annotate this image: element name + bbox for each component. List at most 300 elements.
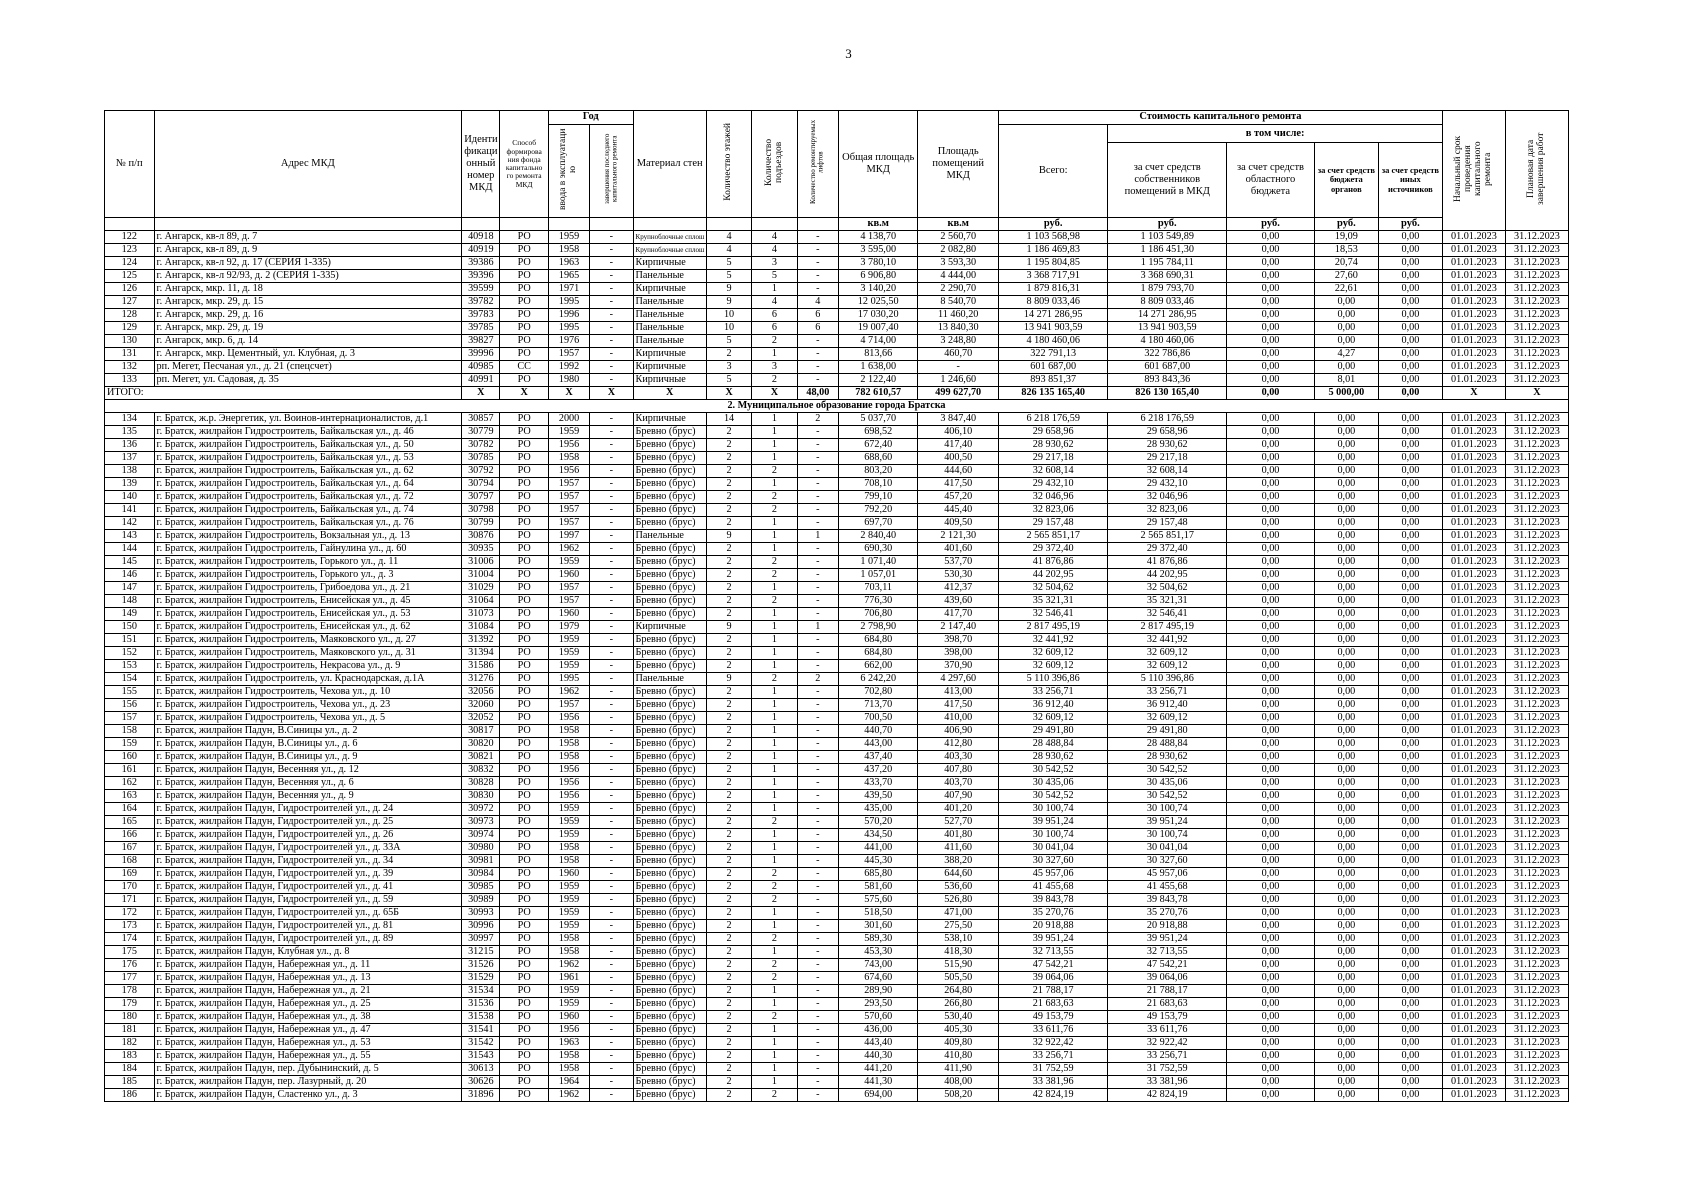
- cell-total-area: 441,30: [838, 1076, 917, 1089]
- cell-address: г. Братск, жилрайон Гидростроитель, Байкальская ул., д. 50: [154, 439, 462, 452]
- cell-cost-other: 0,00: [1378, 1089, 1442, 1102]
- cell-floors: 2: [706, 1050, 751, 1063]
- cell-cost-local: 0,00: [1314, 322, 1378, 335]
- table-row: [105, 738, 1569, 751]
- cell-year-commission: 1959: [548, 426, 589, 439]
- cell-ident: 30984: [462, 868, 500, 881]
- cell-floors: 2: [706, 699, 751, 712]
- cell-cost-total: 32 713,55: [998, 946, 1107, 959]
- cell-year-commission: 1959: [548, 998, 589, 1011]
- cell-year-last-repair: -: [590, 803, 633, 816]
- total-x-material: X: [633, 387, 706, 400]
- cell-total-area: 674,60: [838, 972, 917, 985]
- cell-cost-total: 29 658,96: [998, 426, 1107, 439]
- cell-method: РО: [500, 985, 549, 998]
- cell-year-commission: 1957: [548, 582, 589, 595]
- cell-cost-regional: 0,00: [1227, 270, 1315, 283]
- cell-method: РО: [500, 530, 549, 543]
- cell-cost-total: 28 930,62: [998, 439, 1107, 452]
- cell-cost-local: 0,00: [1314, 855, 1378, 868]
- section-title-row: [105, 400, 1569, 413]
- cell-lifts: 2: [797, 673, 838, 686]
- cell-material: Панельные: [633, 270, 706, 283]
- cell-cost-local: 0,00: [1314, 647, 1378, 660]
- cell-end-date: 31.12.2023: [1505, 855, 1568, 868]
- cell-cost-other: 0,00: [1378, 647, 1442, 660]
- cell-end-date: 31.12.2023: [1505, 491, 1568, 504]
- cell-total-area: 700,50: [838, 712, 917, 725]
- cell-entrances: 2: [752, 595, 797, 608]
- cell-address: г. Ангарск, кв-л 92/93, д. 2 (СЕРИЯ 1-335): [154, 270, 462, 283]
- cell-premises-area: 2 560,70: [918, 231, 999, 244]
- cell-ident: 30857: [462, 413, 500, 426]
- cell-entrances: 2: [752, 504, 797, 517]
- cell-cost-local: 0,00: [1314, 1063, 1378, 1076]
- cell-year-commission: 1957: [548, 504, 589, 517]
- cell-cost-local: 0,00: [1314, 309, 1378, 322]
- cell-year-commission: 1959: [548, 803, 589, 816]
- cell-cost-other: 0,00: [1378, 530, 1442, 543]
- cell-material: Бревно (брус): [633, 491, 706, 504]
- cell-ident: 39782: [462, 296, 500, 309]
- cell-end-date: 31.12.2023: [1505, 1037, 1568, 1050]
- cell-end-date: 31.12.2023: [1505, 426, 1568, 439]
- cell-premises-area: 410,80: [918, 1050, 999, 1063]
- cell-floors: 2: [706, 894, 751, 907]
- cell-cost-owners: 41 455,68: [1108, 881, 1227, 894]
- cell-year-last-repair: -: [590, 1011, 633, 1024]
- cell-floors: 2: [706, 595, 751, 608]
- cell-cost-local: 0,00: [1314, 296, 1378, 309]
- cell-method: РО: [500, 608, 549, 621]
- cell-total-area: 662,00: [838, 660, 917, 673]
- cell-end-date: 31.12.2023: [1505, 543, 1568, 556]
- cell-method: РО: [500, 855, 549, 868]
- cell-cost-local: 19,09: [1314, 231, 1378, 244]
- cell-cost-local: 0,00: [1314, 842, 1378, 855]
- col-regional-header: за счет средств областного бюджета: [1227, 143, 1315, 218]
- cell-method: РО: [500, 842, 549, 855]
- cell-premises-area: 388,20: [918, 855, 999, 868]
- cell-cost-total: 8 809 033,46: [998, 296, 1107, 309]
- cell-ident: 31586: [462, 660, 500, 673]
- cell-year-last-repair: -: [590, 712, 633, 725]
- table-row: [105, 361, 1569, 374]
- cell-method: РО: [500, 959, 549, 972]
- cell-floors: 2: [706, 543, 751, 556]
- cell-num: 161: [105, 764, 155, 777]
- cell-address: г. Братск, жилрайон Падун, Набережная ул., д. 13: [154, 972, 462, 985]
- cell-year-last-repair: -: [590, 413, 633, 426]
- cell-floors: 2: [706, 790, 751, 803]
- cell-start-date: 01.01.2023: [1442, 582, 1505, 595]
- cell-total-area: 3 780,10: [838, 257, 917, 270]
- cell-num: 174: [105, 933, 155, 946]
- cell-start-date: 01.01.2023: [1442, 374, 1505, 387]
- cell-entrances: 1: [752, 1037, 797, 1050]
- cell-start-date: 01.01.2023: [1442, 933, 1505, 946]
- col-lifts-header: Количество ремонтируемых лифтов: [797, 111, 838, 218]
- cell-method: РО: [500, 452, 549, 465]
- cell-material: Бревно (брус): [633, 1037, 706, 1050]
- cell-cost-owners: 33 256,71: [1108, 686, 1227, 699]
- cell-end-date: 31.12.2023: [1505, 647, 1568, 660]
- cell-num: 124: [105, 257, 155, 270]
- cell-num: 139: [105, 478, 155, 491]
- col-year-last-repair-header: завершения последнего капитального ремонта: [590, 125, 633, 218]
- cell-premises-area: 439,60: [918, 595, 999, 608]
- cell-start-date: 01.01.2023: [1442, 309, 1505, 322]
- table-row: [105, 972, 1569, 985]
- cell-cost-owners: 35 270,76: [1108, 907, 1227, 920]
- cell-start-date: 01.01.2023: [1442, 985, 1505, 998]
- cell-method: РО: [500, 777, 549, 790]
- cell-cost-total: 29 432,10: [998, 478, 1107, 491]
- cell-cost-local: 0,00: [1314, 1011, 1378, 1024]
- cell-end-date: 31.12.2023: [1505, 530, 1568, 543]
- table-row: [105, 842, 1569, 855]
- cell-address: г. Братск, жилрайон Гидростроитель, ул. Краснодарская, д.1А: [154, 673, 462, 686]
- cell-cost-regional: 0,00: [1227, 1089, 1315, 1102]
- cell-total-area: 440,30: [838, 1050, 917, 1063]
- table-row: [105, 686, 1569, 699]
- cell-address: г. Братск, жилрайон Гидростроитель, Чехова ул., д. 5: [154, 712, 462, 725]
- cell-start-date: 01.01.2023: [1442, 920, 1505, 933]
- cell-cost-local: 0,00: [1314, 933, 1378, 946]
- cell-end-date: 31.12.2023: [1505, 608, 1568, 621]
- cell-entrances: 1: [752, 829, 797, 842]
- cell-address: г. Братск, жилрайон Гидростроитель, Маяковского ул., д. 31: [154, 647, 462, 660]
- cell-total-area: 697,70: [838, 517, 917, 530]
- cell-address: г. Братск, жилрайон Падун, В.Синицы ул., д. 9: [154, 751, 462, 764]
- cell-ident: 39396: [462, 270, 500, 283]
- cell-year-commission: 1976: [548, 335, 589, 348]
- cell-floors: 2: [706, 504, 751, 517]
- cell-method: РО: [500, 816, 549, 829]
- cell-cost-local: 0,00: [1314, 803, 1378, 816]
- cell-cost-owners: 29 217,18: [1108, 452, 1227, 465]
- cell-address: г. Братск, жилрайон Падун, Гидростроителей ул., д. 24: [154, 803, 462, 816]
- cell-cost-owners: 32 441,92: [1108, 634, 1227, 647]
- cell-end-date: 31.12.2023: [1505, 621, 1568, 634]
- cell-entrances: 1: [752, 543, 797, 556]
- cell-method: РО: [500, 829, 549, 842]
- cell-total-area: 6 906,80: [838, 270, 917, 283]
- cell-cost-owners: 32 922,42: [1108, 1037, 1227, 1050]
- cell-cost-total: 32 608,14: [998, 465, 1107, 478]
- cell-cost-owners: 32 609,12: [1108, 712, 1227, 725]
- cell-cost-regional: 0,00: [1227, 374, 1315, 387]
- cell-year-commission: 1957: [548, 595, 589, 608]
- cell-cost-local: 0,00: [1314, 946, 1378, 959]
- cell-lifts: -: [797, 569, 838, 582]
- cell-material: Бревно (брус): [633, 465, 706, 478]
- cell-year-last-repair: -: [590, 465, 633, 478]
- cell-premises-area: 406,10: [918, 426, 999, 439]
- cell-cost-local: 18,53: [1314, 244, 1378, 257]
- cell-cost-owners: 1 186 451,30: [1108, 244, 1227, 257]
- cell-end-date: 31.12.2023: [1505, 413, 1568, 426]
- cell-start-date: 01.01.2023: [1442, 426, 1505, 439]
- cell-year-last-repair: -: [590, 673, 633, 686]
- cell-cost-regional: 0,00: [1227, 660, 1315, 673]
- cell-cost-regional: 0,00: [1227, 933, 1315, 946]
- cell-cost-local: 0,00: [1314, 907, 1378, 920]
- cell-entrances: 2: [752, 816, 797, 829]
- cell-cost-regional: 0,00: [1227, 959, 1315, 972]
- cell-entrances: 1: [752, 530, 797, 543]
- cell-ident: 30782: [462, 439, 500, 452]
- cell-floors: 5: [706, 270, 751, 283]
- cell-address: г. Братск, жилрайон Гидростроитель, Енисейская ул., д. 53: [154, 608, 462, 621]
- table-row: [105, 816, 1569, 829]
- cell-cost-owners: 21 683,63: [1108, 998, 1227, 1011]
- cell-cost-regional: 0,00: [1227, 764, 1315, 777]
- cell-lifts: -: [797, 959, 838, 972]
- cell-total-area: 4 714,00: [838, 335, 917, 348]
- cell-num: 143: [105, 530, 155, 543]
- cell-method: РО: [500, 1089, 549, 1102]
- cell-total-area: 435,00: [838, 803, 917, 816]
- cell-method: РО: [500, 881, 549, 894]
- cell-material: Бревно (брус): [633, 1024, 706, 1037]
- cell-year-last-repair: -: [590, 1063, 633, 1076]
- cell-entrances: 1: [752, 751, 797, 764]
- table-row: [105, 309, 1569, 322]
- cell-end-date: 31.12.2023: [1505, 920, 1568, 933]
- cell-cost-owners: 32 609,12: [1108, 660, 1227, 673]
- cell-total-area: 293,50: [838, 998, 917, 1011]
- cell-cost-local: 0,00: [1314, 777, 1378, 790]
- cell-premises-area: 3 847,40: [918, 413, 999, 426]
- cell-ident: 31536: [462, 998, 500, 1011]
- cell-lifts: -: [797, 933, 838, 946]
- cell-address: г. Ангарск, мкр. 29, д. 19: [154, 322, 462, 335]
- cell-start-date: 01.01.2023: [1442, 621, 1505, 634]
- cell-floors: 2: [706, 998, 751, 1011]
- cell-year-commission: 1979: [548, 621, 589, 634]
- cell-method: РО: [500, 595, 549, 608]
- cell-total-area: 1 071,40: [838, 556, 917, 569]
- cell-entrances: 2: [752, 868, 797, 881]
- cell-cost-total: 44 202,95: [998, 569, 1107, 582]
- cell-end-date: 31.12.2023: [1505, 803, 1568, 816]
- cell-address: г. Братск, жилрайон Падун, В.Синицы ул., д. 2: [154, 725, 462, 738]
- table-row: [105, 673, 1569, 686]
- cell-year-commission: 1962: [548, 686, 589, 699]
- table-body-section-1: [105, 231, 1569, 387]
- cell-year-commission: 1959: [548, 231, 589, 244]
- cell-lifts: -: [797, 998, 838, 1011]
- cell-end-date: 31.12.2023: [1505, 296, 1568, 309]
- cell-total-area: 445,30: [838, 855, 917, 868]
- cell-material: Бревно (брус): [633, 634, 706, 647]
- cell-total-area: 799,10: [838, 491, 917, 504]
- cell-cost-total: 2 817 495,19: [998, 621, 1107, 634]
- cell-start-date: 01.01.2023: [1442, 751, 1505, 764]
- table-row: [105, 829, 1569, 842]
- cell-end-date: 31.12.2023: [1505, 712, 1568, 725]
- cell-cost-local: 0,00: [1314, 530, 1378, 543]
- cell-cost-owners: 30 100,74: [1108, 803, 1227, 816]
- table-row: [105, 439, 1569, 452]
- cell-cost-other: 0,00: [1378, 452, 1442, 465]
- cell-end-date: 31.12.2023: [1505, 582, 1568, 595]
- cell-floors: 2: [706, 868, 751, 881]
- cell-year-last-repair: -: [590, 777, 633, 790]
- cell-method: РО: [500, 738, 549, 751]
- cell-year-commission: 1957: [548, 699, 589, 712]
- cell-floors: 2: [706, 764, 751, 777]
- cell-cost-total: 47 542,21: [998, 959, 1107, 972]
- cell-end-date: 31.12.2023: [1505, 699, 1568, 712]
- cell-cost-other: 0,00: [1378, 1037, 1442, 1050]
- cell-ident: 30985: [462, 881, 500, 894]
- cell-lifts: -: [797, 1037, 838, 1050]
- cell-start-date: 01.01.2023: [1442, 998, 1505, 1011]
- cell-premises-area: 406,90: [918, 725, 999, 738]
- cell-method: РО: [500, 413, 549, 426]
- cell-cost-local: 0,00: [1314, 465, 1378, 478]
- cell-cost-total: 893 851,37: [998, 374, 1107, 387]
- cell-method: РО: [500, 634, 549, 647]
- table-row: [105, 322, 1569, 335]
- page-number: 3: [845, 46, 852, 61]
- cell-premises-area: 444,60: [918, 465, 999, 478]
- cell-cost-other: 0,00: [1378, 699, 1442, 712]
- cell-entrances: 1: [752, 777, 797, 790]
- table-row: [105, 933, 1569, 946]
- cell-premises-area: 370,90: [918, 660, 999, 673]
- table-row: [105, 543, 1569, 556]
- cell-cost-other: 0,00: [1378, 972, 1442, 985]
- cell-ident: 30876: [462, 530, 500, 543]
- cell-material: Бревно (брус): [633, 842, 706, 855]
- cell-year-commission: 1958: [548, 855, 589, 868]
- cell-num: 172: [105, 907, 155, 920]
- cell-method: РО: [500, 426, 549, 439]
- cell-material: Кирпичные: [633, 257, 706, 270]
- cell-cost-regional: 0,00: [1227, 972, 1315, 985]
- cell-lifts: -: [797, 985, 838, 998]
- cell-end-date: 31.12.2023: [1505, 881, 1568, 894]
- cell-premises-area: 417,50: [918, 699, 999, 712]
- cell-num: 148: [105, 595, 155, 608]
- cell-year-last-repair: -: [590, 556, 633, 569]
- cell-total-area: 443,40: [838, 1037, 917, 1050]
- cell-cost-other: 0,00: [1378, 959, 1442, 972]
- cell-lifts: -: [797, 504, 838, 517]
- cell-start-date: 01.01.2023: [1442, 673, 1505, 686]
- cell-premises-area: 471,00: [918, 907, 999, 920]
- cell-cost-local: 0,00: [1314, 1037, 1378, 1050]
- cell-year-commission: 1959: [548, 894, 589, 907]
- cell-floors: 2: [706, 712, 751, 725]
- cell-cost-other: 0,00: [1378, 751, 1442, 764]
- cell-cost-local: 0,00: [1314, 881, 1378, 894]
- cell-floors: 5: [706, 335, 751, 348]
- cell-method: РО: [500, 868, 549, 881]
- cell-premises-area: 411,60: [918, 842, 999, 855]
- cell-entrances: 1: [752, 855, 797, 868]
- cell-ident: 30997: [462, 933, 500, 946]
- cell-cost-other: 0,00: [1378, 725, 1442, 738]
- cell-material: Бревно (брус): [633, 686, 706, 699]
- cell-cost-owners: 33 381,96: [1108, 1076, 1227, 1089]
- total-premises-area: 499 627,70: [918, 387, 999, 400]
- cell-ident: 30821: [462, 751, 500, 764]
- cell-premises-area: 508,20: [918, 1089, 999, 1102]
- cell-cost-regional: 0,00: [1227, 829, 1315, 842]
- cell-total-area: 433,70: [838, 777, 917, 790]
- cell-year-commission: 1959: [548, 985, 589, 998]
- cell-material: Бревно (брус): [633, 595, 706, 608]
- table-row: [105, 426, 1569, 439]
- cell-material: Бревно (брус): [633, 959, 706, 972]
- cell-floors: 2: [706, 1037, 751, 1050]
- cell-end-date: 31.12.2023: [1505, 985, 1568, 998]
- cell-premises-area: 401,80: [918, 829, 999, 842]
- cell-premises-area: 505,50: [918, 972, 999, 985]
- table-row: [105, 270, 1569, 283]
- cell-address: г. Братск, жилрайон Гидростроитель, Енисейская ул., д. 45: [154, 595, 462, 608]
- table-row: [105, 517, 1569, 530]
- cell-material: Бревно (брус): [633, 1089, 706, 1102]
- cell-end-date: 31.12.2023: [1505, 283, 1568, 296]
- cell-year-last-repair: -: [590, 595, 633, 608]
- cell-year-commission: 1980: [548, 374, 589, 387]
- cell-floors: 9: [706, 673, 751, 686]
- cell-year-last-repair: -: [590, 985, 633, 998]
- cell-lifts: 1: [797, 621, 838, 634]
- cell-cost-owners: 29 372,40: [1108, 543, 1227, 556]
- cell-cost-local: 0,00: [1314, 998, 1378, 1011]
- cell-year-last-repair: -: [590, 504, 633, 517]
- cell-year-last-repair: -: [590, 582, 633, 595]
- cell-start-date: 01.01.2023: [1442, 1089, 1505, 1102]
- cell-method: РО: [500, 972, 549, 985]
- cell-cost-owners: 33 256,71: [1108, 1050, 1227, 1063]
- cell-start-date: 01.01.2023: [1442, 738, 1505, 751]
- cell-end-date: 31.12.2023: [1505, 309, 1568, 322]
- cell-material: Бревно (брус): [633, 478, 706, 491]
- cell-year-last-repair: -: [590, 647, 633, 660]
- cell-material: Бревно (брус): [633, 1011, 706, 1024]
- cell-floors: 10: [706, 309, 751, 322]
- capital-repair-table: [104, 110, 1569, 1102]
- cell-cost-owners: 30 100,74: [1108, 829, 1227, 842]
- cell-start-date: 01.01.2023: [1442, 270, 1505, 283]
- cell-entrances: 1: [752, 647, 797, 660]
- cell-lifts: -: [797, 543, 838, 556]
- cell-entrances: 1: [752, 426, 797, 439]
- cell-start-date: 01.01.2023: [1442, 634, 1505, 647]
- cell-cost-other: 0,00: [1378, 894, 1442, 907]
- cell-lifts: -: [797, 712, 838, 725]
- cell-address: г. Ангарск, мкр. 11, д. 18: [154, 283, 462, 296]
- cell-entrances: 1: [752, 712, 797, 725]
- cell-num: 184: [105, 1063, 155, 1076]
- cell-cost-local: 0,00: [1314, 608, 1378, 621]
- cell-start-date: 01.01.2023: [1442, 1037, 1505, 1050]
- table-row: [105, 231, 1569, 244]
- cell-cost-other: 0,00: [1378, 829, 1442, 842]
- cell-ident: 31004: [462, 569, 500, 582]
- cell-method: РО: [500, 1037, 549, 1050]
- cell-entrances: 1: [752, 413, 797, 426]
- cell-entrances: 4: [752, 244, 797, 257]
- table-row: [105, 868, 1569, 881]
